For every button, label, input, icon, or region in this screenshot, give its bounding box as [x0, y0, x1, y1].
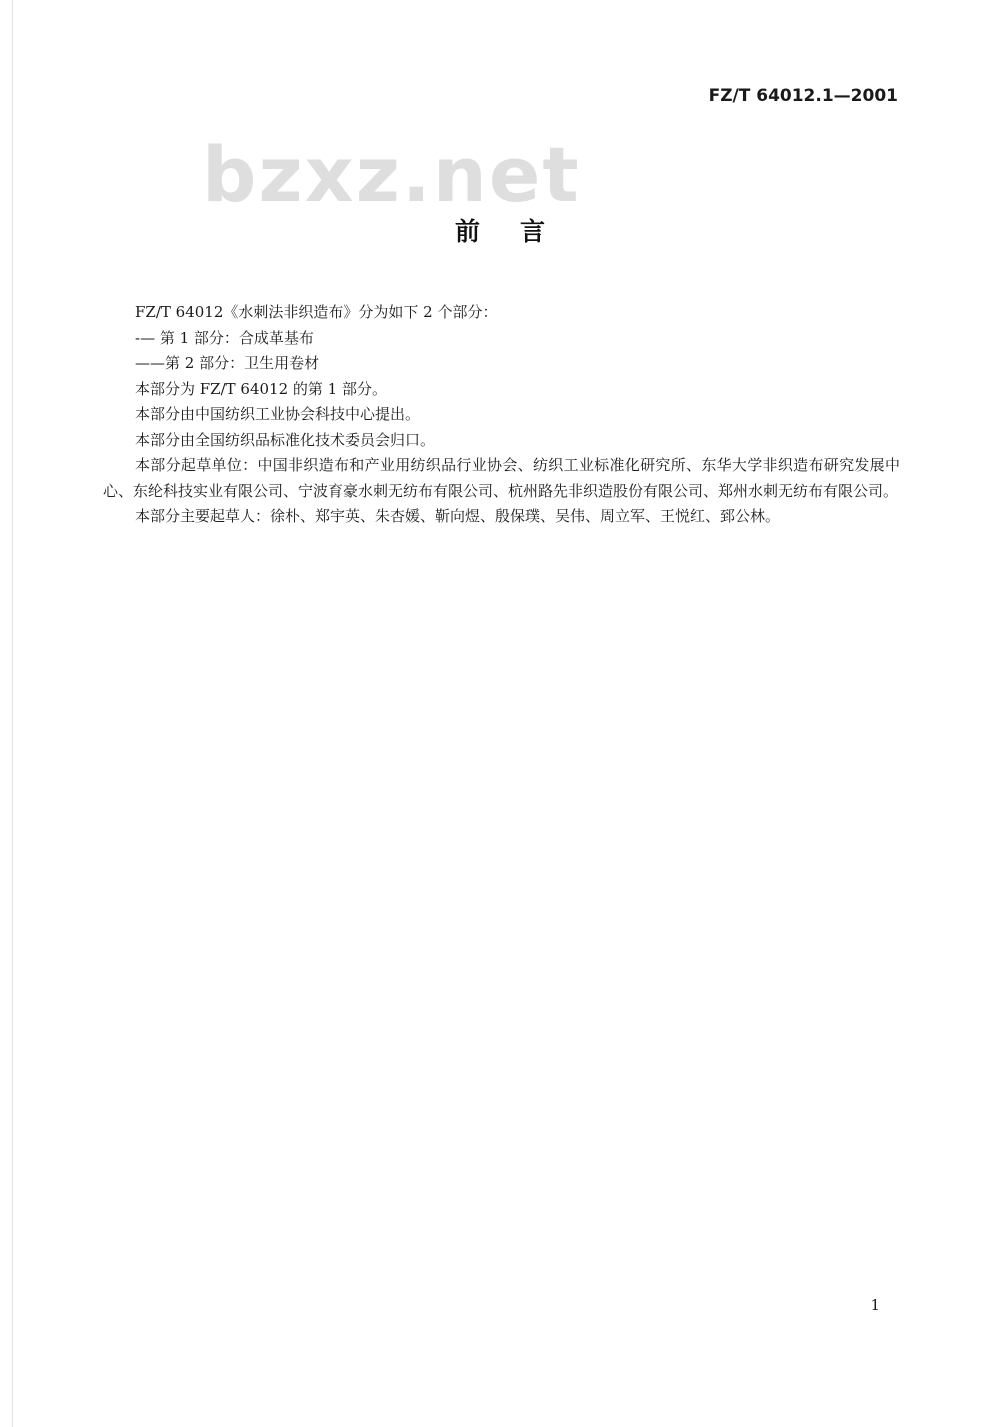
standard-code: FZ/T 64012.1—2001: [708, 86, 898, 106]
paragraph-drafters: 本部分主要起草人：徐朴、郑宇英、朱杏媛、靳向煜、殷保璞、吴伟、周立军、王悦红、郅公林。: [135, 507, 781, 525]
page-title: 前言: [454, 217, 585, 246]
watermark: bzxz.net: [202, 130, 581, 219]
paragraph-drafting-units: 本部分起草单位：中国非织造布和产业用纺织品行业协会、纺织工业标准化研究所、东华大学非织造布研究发展中心、东纶科技实业有限公司、宁波育豪水刺无纺布有限公司、杭州路先非织造股份有限公司、郑州水刺无纺布有限公司。: [103, 456, 900, 500]
page-number: 1: [870, 1296, 880, 1314]
paragraph-scope: 本部分为 FZ/T 64012 的第 1 部分。: [135, 379, 387, 398]
paragraph-part-1: -— 第 1 部分：合成革基布: [135, 328, 314, 347]
paragraph-proposer: 本部分由中国纺织工业协会科技中心提出。: [135, 405, 421, 423]
paragraph-committee: 本部分由全国纺织品标准化技术委员会归口。: [135, 430, 436, 449]
paragraph-part-2: ——第 2 部分：卫生用卷材: [135, 354, 320, 372]
foreword-body: [103, 300, 900, 530]
paragraph-parts-intro: FZ/T 64012《水刺法非织造布》分为如下 2 个部分：: [135, 303, 498, 321]
